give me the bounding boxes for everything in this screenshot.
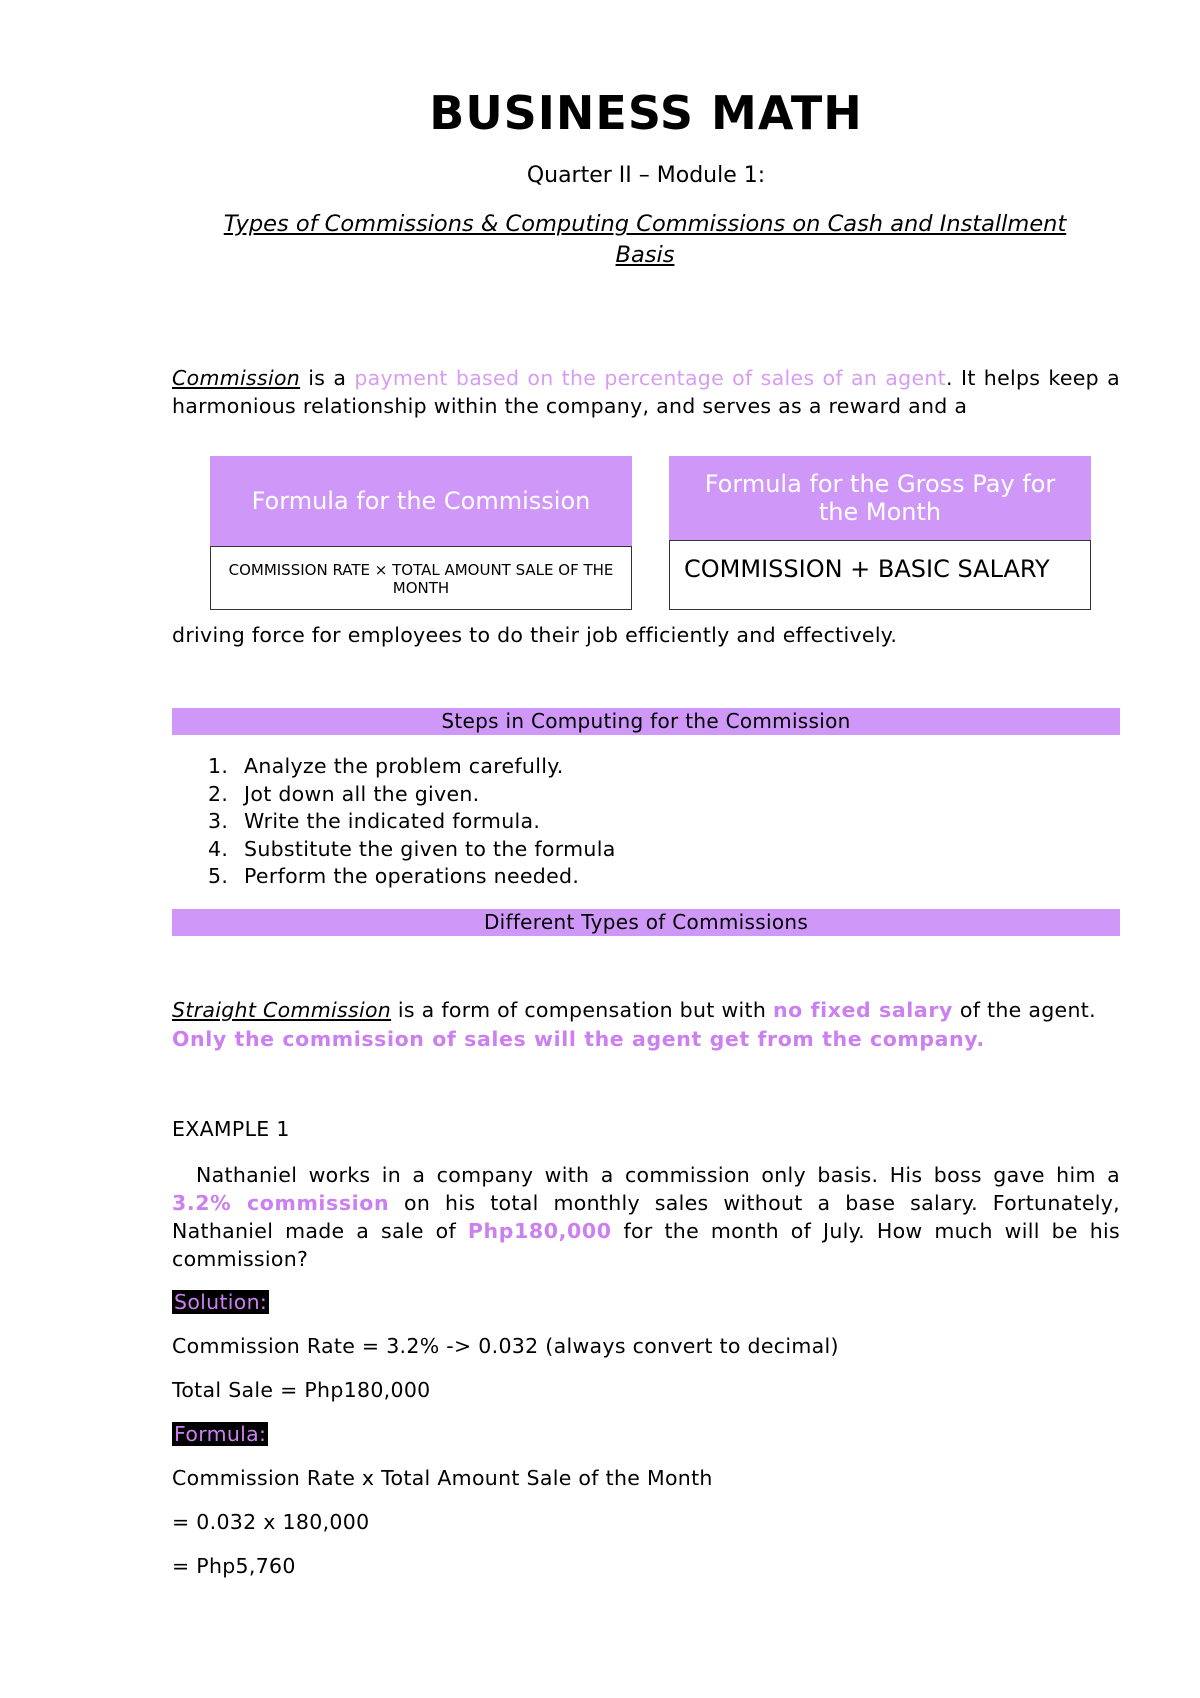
step-text: Jot down all the given. [244, 781, 480, 806]
step-number: 4. [208, 836, 229, 861]
step-text: Perform the operations needed. [244, 864, 580, 889]
straight-commission-term: Straight Commission [172, 998, 392, 1022]
result-line: = Php5,760 [172, 1554, 296, 1578]
commission-rate-highlight: 3.2% commission [172, 1191, 390, 1215]
step-number: 2. [208, 781, 229, 806]
commission-formula-body: COMMISSION RATE × TOTAL AMOUNT SALE OF THE MONTH [210, 546, 632, 610]
commission-only-highlight: Only the commission of sales will the agent get from the company. [172, 1027, 985, 1051]
solution-tag: Solution: [174, 1290, 268, 1314]
step-number: 1. [208, 754, 229, 778]
module-topic [180, 209, 1110, 271]
example-problem [172, 1161, 1120, 1273]
list-item [208, 808, 616, 836]
formula-line: Commission Rate x Total Amount Sale of the Month [172, 1466, 713, 1490]
steps-list [208, 753, 616, 891]
step-number: 5. [208, 864, 229, 889]
sale-amount-highlight: Php180,000 [467, 1219, 612, 1243]
commission-formula-heading: Formula for the Commission [210, 456, 632, 546]
rate-line: Commission Rate = 3.2% -> 0.032 (always convert to decimal) [172, 1334, 839, 1358]
formula-tag: Formula: [174, 1422, 267, 1446]
list-item [208, 836, 616, 864]
solution-label [172, 1290, 269, 1314]
intro-text-1: is a [300, 366, 355, 390]
example-text-1: Nathaniel works in a company with a commission only basis. His boss gave him a [196, 1163, 1120, 1187]
straight-commission-paragraph [172, 996, 1120, 1054]
gross-pay-formula-box [669, 456, 1093, 610]
intro-text-2: . It helps keep a harmonious relationship within the company, and serves as a reward and a [172, 366, 1120, 418]
sale-line: Total Sale = Php180,000 [172, 1378, 431, 1402]
gross-pay-formula-heading: Formula for the Gross Pay for the Month [669, 456, 1091, 540]
step-number: 3. [208, 809, 229, 834]
module-subtitle: Quarter II – Module 1: [526, 163, 766, 188]
types-text-2: of the agent. [953, 998, 1096, 1022]
list-item [208, 863, 616, 891]
step-text: Write the indicated formula. [244, 809, 541, 834]
steps-heading: Steps in Computing for the Commission [172, 708, 1120, 735]
list-item [208, 753, 616, 781]
commission-formula-box [210, 456, 634, 610]
no-fixed-salary-highlight: no fixed salary [772, 998, 954, 1022]
topic-line-1: Types of Commissions & Computing Commissions on Cash and Installment [223, 211, 1067, 237]
example-text-3: for the month of July. How much will be his commission? [172, 1219, 1120, 1271]
intro-highlight: payment based on the percentage of sales of an agent [354, 366, 947, 390]
topic-line-2: Basis [615, 242, 675, 268]
types-heading: Different Types of Commissions [172, 909, 1120, 936]
step-text: Analyze the problem carefully. [244, 754, 564, 778]
intro-continuation: driving force for employees to do their job efficiently and effectively. [172, 623, 898, 647]
intro-paragraph [172, 364, 1120, 420]
example-label: EXAMPLE 1 [172, 1117, 290, 1141]
document-title: BUSINESS MATH [429, 86, 863, 140]
gross-pay-formula-body: COMMISSION + BASIC SALARY [669, 540, 1091, 610]
commission-term: Commission [172, 366, 301, 390]
calculation-line: = 0.032 x 180,000 [172, 1510, 370, 1534]
example-text-2: on his total monthly sales without a base salary. Fortunately, Nathaniel made a sale of [172, 1191, 1120, 1243]
step-text: Substitute the given to the formula [244, 836, 616, 861]
types-text-1: is a form of compensation but with [391, 998, 773, 1022]
formula-label [172, 1422, 268, 1446]
list-item [208, 781, 616, 809]
